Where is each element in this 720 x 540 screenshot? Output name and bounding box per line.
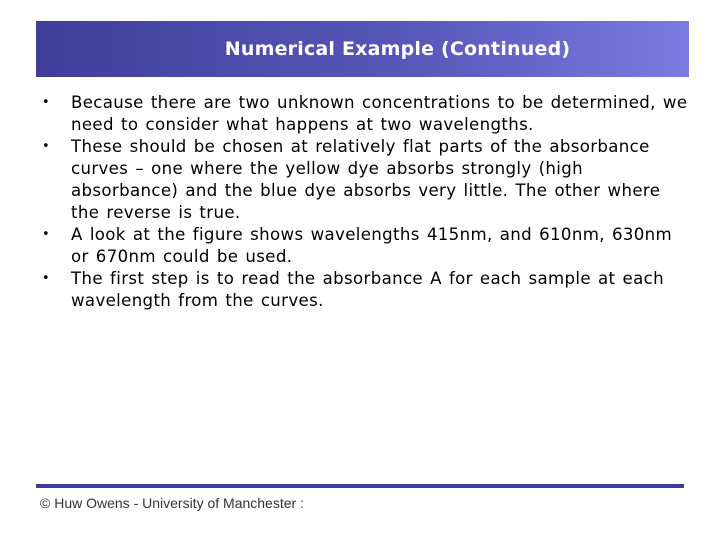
footer-credit: © Huw Owens - University of Manchester :: [40, 495, 304, 511]
bullet-text: The first step is to read the absorbance A for each sample at each wavelength from the curves.: [71, 269, 664, 310]
bullet-dot-icon: •: [42, 95, 51, 110]
slide-header: [36, 21, 689, 77]
slide-title: Numerical Example (Continued): [224, 38, 571, 60]
bullet-dot-icon: •: [42, 271, 51, 286]
bullet-dot-icon: •: [42, 227, 51, 242]
bullet-item: [40, 224, 690, 268]
bullet-item: [40, 268, 690, 312]
bullet-list: [40, 92, 690, 312]
bullet-text: These should be chosen at relatively flat parts of the absorbance curves – one where the yellow dye absorbs strongly (high absorbance) and the blue dye absorbs very little. The other where the reverse is true.: [71, 137, 661, 222]
bullet-dot-icon: •: [42, 139, 51, 154]
footer-divider: [36, 484, 684, 488]
bullet-text: Because there are two unknown concentrations to be determined, we need to consider what happens at two wavelengths.: [71, 93, 688, 134]
bullet-text: A look at the figure shows wavelengths 415nm, and 610nm, 630nm or 670nm could be used.: [71, 225, 673, 266]
bullet-item: [40, 92, 690, 136]
bullet-item: [40, 136, 690, 224]
